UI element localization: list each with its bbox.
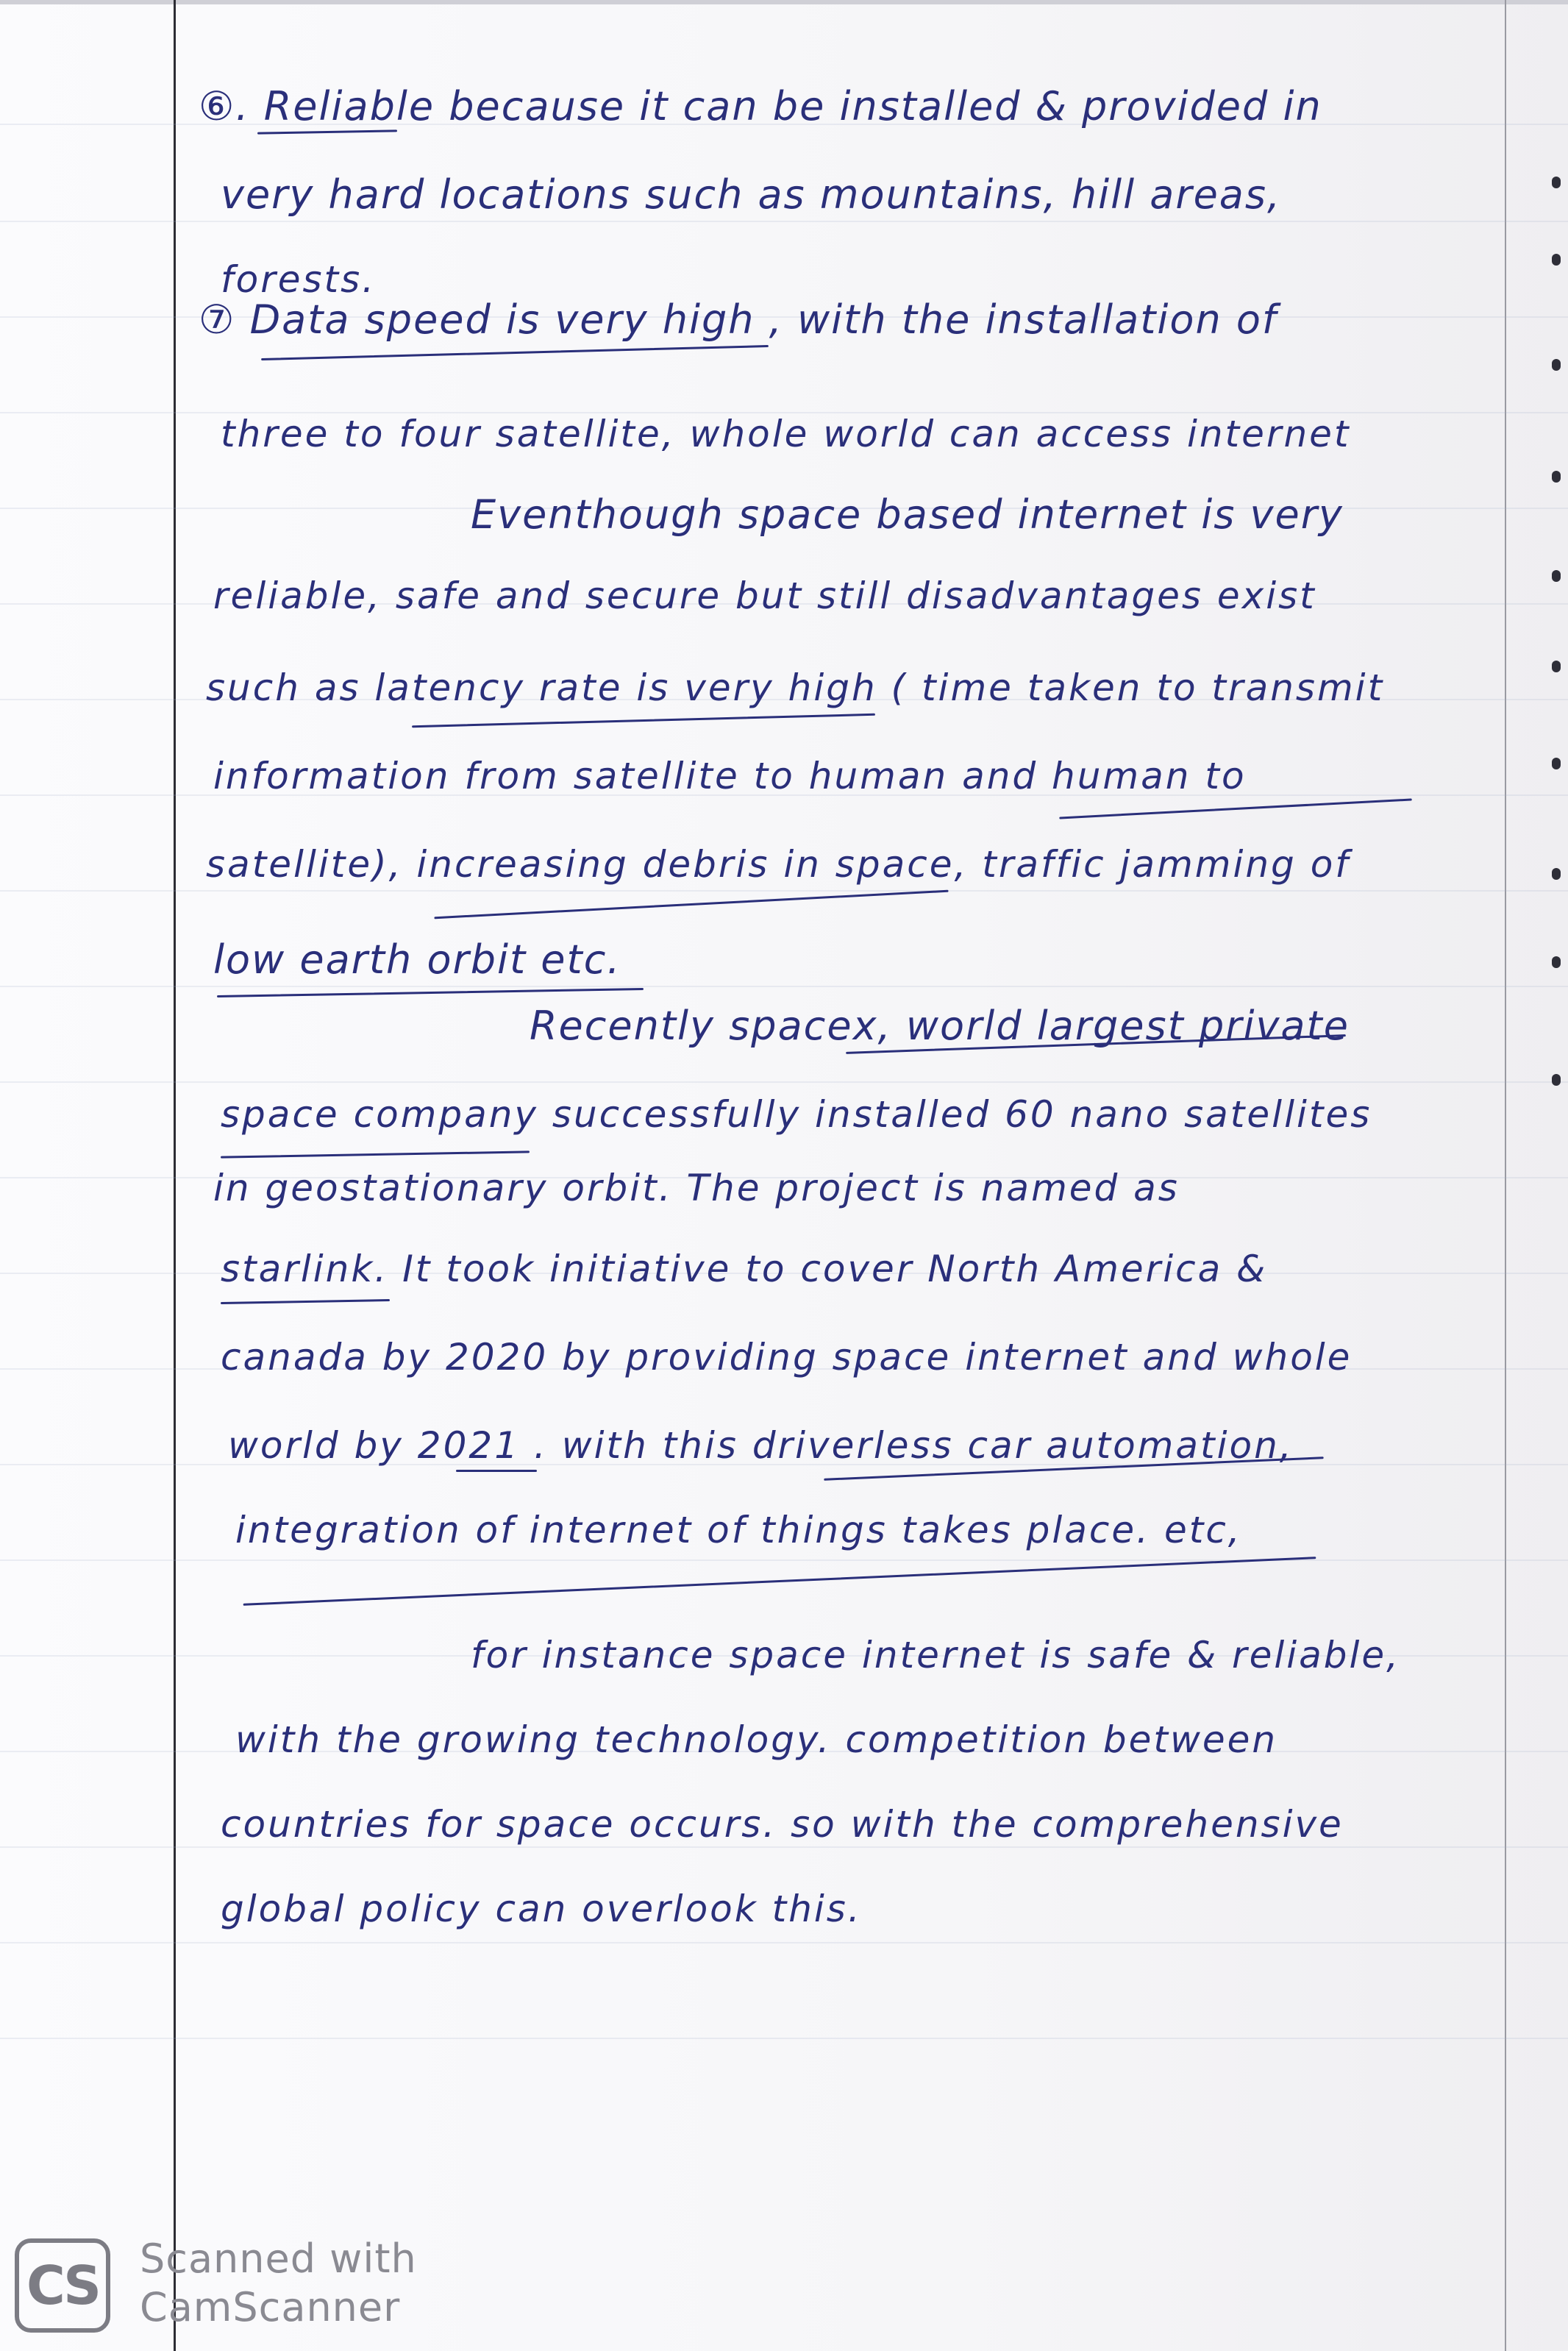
- ruled-line: [0, 221, 1568, 222]
- ruled-line: [0, 2038, 1568, 2039]
- edge-mark: [1552, 868, 1561, 880]
- text-line-13: space company successfully installed 60 nano satellites: [221, 1093, 1372, 1136]
- underline-latency: [412, 714, 875, 728]
- left-margin-line: [174, 0, 176, 2351]
- edge-mark: [1552, 661, 1561, 672]
- edge-mark: [1552, 254, 1561, 266]
- edge-mark: [1552, 570, 1561, 582]
- text-line-18: integration of internet of things takes place. etc,: [235, 1509, 1242, 1551]
- edge-mark: [1552, 758, 1561, 769]
- underline-integration: [243, 1557, 1316, 1606]
- camscanner-watermark: [15, 2233, 471, 2343]
- text-line-8: such as latency rate is very high ( time taken to transmit: [206, 666, 1385, 709]
- watermark-line-2: CamScanner: [140, 2284, 401, 2330]
- text-line-19: for instance space internet is safe & reliable,: [471, 1634, 1401, 1676]
- text-line-15: starlink. It took initiative to cover North America &: [221, 1248, 1268, 1290]
- ruled-line: [0, 890, 1568, 892]
- underline-low-earth-orbit: [217, 988, 644, 997]
- text-line-7: reliable, safe and secure but still disadvantages exist: [213, 575, 1316, 617]
- ruled-line: [0, 1081, 1568, 1083]
- text-line-5: three to four satellite, whole world can access internet: [221, 413, 1351, 455]
- text-line-6: Eventhough space based internet is very: [471, 491, 1344, 538]
- text-line-12: Recently spacex, world largest private: [530, 1003, 1350, 1049]
- text-line-21: countries for space occurs. so with the comprehensive: [221, 1803, 1344, 1846]
- right-margin-line: [1505, 0, 1506, 2351]
- underline-starlink: [221, 1299, 390, 1304]
- ruled-line: [0, 986, 1568, 987]
- text-line-11: low earth orbit etc.: [213, 936, 621, 983]
- text-line-17: world by 2021 . with this driverless car automation,: [228, 1424, 1294, 1467]
- underline-data-speed: [261, 345, 769, 360]
- edge-mark: [1552, 177, 1561, 188]
- edge-mark: [1552, 359, 1561, 371]
- text-line-2: very hard locations such as mountains, hill areas,: [221, 171, 1282, 218]
- underline-space-company: [221, 1150, 530, 1158]
- camscanner-logo: CS: [15, 2238, 110, 2333]
- underline-2021: [456, 1470, 537, 1472]
- underline-increasing-debris: [434, 890, 948, 920]
- text-line-20: with the growing technology. competition between: [235, 1718, 1278, 1761]
- watermark-line-1: Scanned with: [140, 2236, 417, 2282]
- text-line-22: global policy can overlook this.: [221, 1888, 862, 1930]
- edge-mark: [1552, 471, 1561, 483]
- text-line-10: satellite), increasing debris in space, traffic jamming of: [206, 843, 1350, 886]
- edge-mark: [1552, 956, 1561, 968]
- text-line-16: canada by 2020 by providing space internet and whole: [221, 1336, 1353, 1379]
- ruled-line: [0, 1942, 1568, 1943]
- edge-mark: [1552, 1074, 1561, 1086]
- text-line-14: in geostationary orbit. The project is named as: [213, 1167, 1180, 1209]
- text-line-3: forests.: [221, 258, 377, 301]
- page-top-edge: [0, 0, 1568, 4]
- text-line-1: ⑥. Reliable because it can be installed & provided in: [199, 83, 1322, 129]
- ruled-line: [0, 1559, 1568, 1561]
- text-line-9: information from satellite to human and human to: [213, 755, 1247, 797]
- text-line-4: ⑦ Data speed is very high , with the installation of: [199, 296, 1277, 343]
